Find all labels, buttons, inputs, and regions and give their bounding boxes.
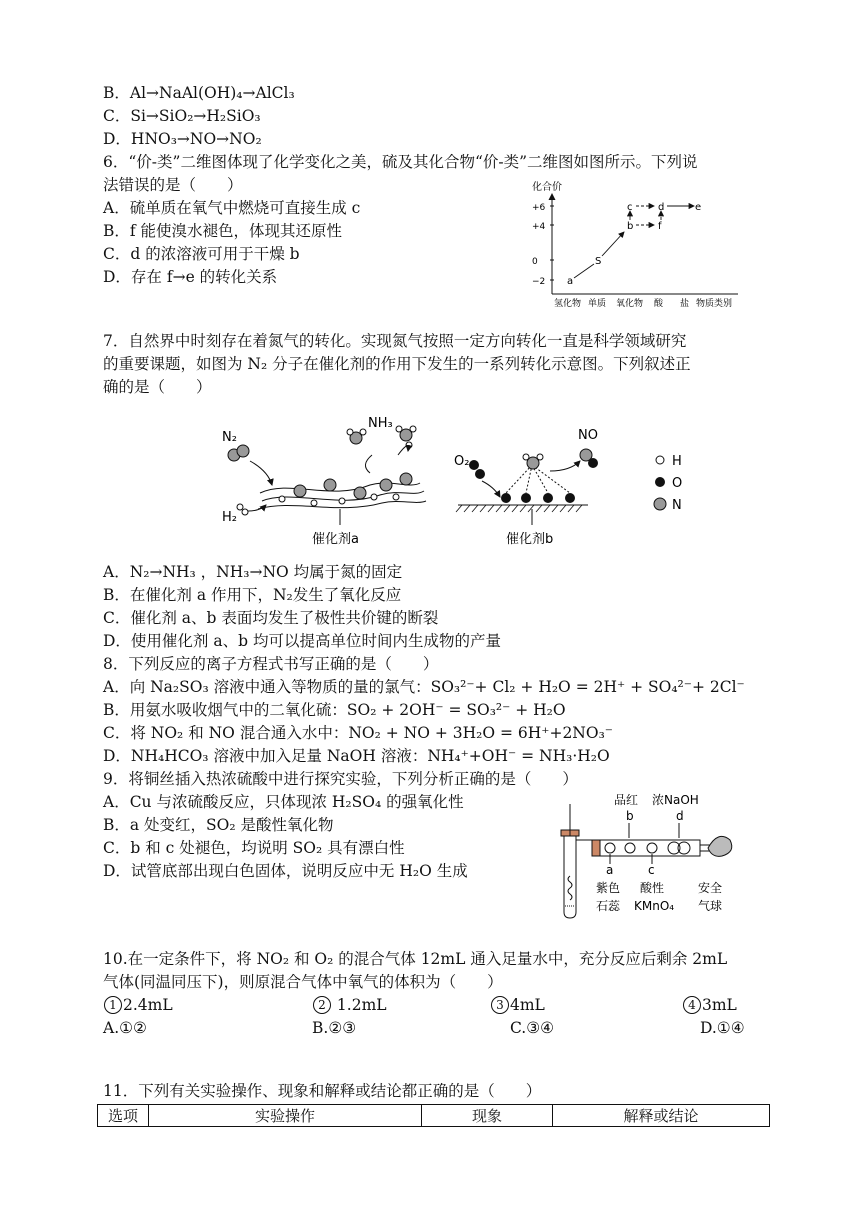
point-b: b: [627, 221, 634, 232]
c-label: c: [648, 863, 655, 877]
table-header-row: [98, 1105, 770, 1127]
legend-h: H: [672, 454, 682, 469]
q8-option-d: D．NH₄HCO₃ 溶液中加入足量 NaOH 溶液：NH₄⁺+OH⁻ = NH₃·H₂O: [103, 747, 610, 765]
pinhong-label: 品红: [614, 793, 639, 807]
zise-label: 紫色: [596, 881, 621, 895]
q9-option-d: D．试管底部出现白色固体，说明反应中无 H₂O 生成: [103, 862, 468, 880]
q9-option-a: A．Cu 与浓硫酸反应，只体现浓 H₂SO₄ 的强氧化性: [103, 793, 464, 811]
catalyst-a-label: 催化剂a: [312, 532, 359, 547]
naoh-label: 浓NaOH: [652, 793, 699, 807]
q7-option-b: B．在催化剂 a 作用下，N₂发生了氧化反应: [103, 586, 402, 604]
point-f: f: [658, 221, 662, 232]
choice-3-value: 4mL: [510, 996, 545, 1014]
q7-option-c: C．催化剂 a、b 表面均发生了极性共价键的断裂: [103, 609, 439, 627]
q6-option-d: D．存在 f→e 的转化关系: [103, 268, 278, 286]
sulfuric-acid-apparatus: [548, 788, 738, 920]
catalyst-b-label: 催化剂b: [506, 532, 554, 547]
q6-stem-line2: 法错误的是（ ）: [103, 176, 243, 194]
kmno4-label: KMnO₄: [634, 899, 675, 913]
point-S: S: [595, 256, 602, 267]
header-conclusion: 解释或结论: [553, 1105, 770, 1127]
a-label: a: [606, 863, 614, 877]
circled-number: 1: [104, 996, 122, 1014]
q7-option-d: D．使用催化剂 a、b 均可以提高单位时间内生成物的产量: [103, 632, 501, 650]
valence-class-chart: [530, 178, 770, 310]
shirui-label: 石蕊: [596, 899, 621, 913]
q8-option-c: C．将 NO₂ 和 NO 混合通入水中：NO₂ + NO + 3H₂O = 6H⁺+2NO₃⁻: [103, 724, 613, 742]
q10-choice-4: [682, 994, 737, 1016]
anquan-label: 安全: [698, 881, 723, 895]
header-operation: 实验操作: [149, 1105, 422, 1127]
q10-option-a: A.①②: [103, 1019, 147, 1037]
x-category-label: 单质: [588, 299, 607, 309]
y-tick-label: 0: [532, 257, 538, 267]
header-option: 选项: [98, 1105, 149, 1127]
n2-label: N₂: [222, 430, 237, 445]
point-e: e: [695, 202, 702, 213]
arrow-s-b: [602, 232, 624, 256]
b-label: b: [626, 809, 634, 823]
header-phenomenon: 现象: [422, 1105, 553, 1127]
q8-option-b: B．用氨水吸收烟气中的二氧化硫：SO₂ + 2OH⁻ = SO₃²⁻ + H₂O: [103, 701, 566, 719]
x-category-label: 氢化物: [554, 299, 582, 309]
q10-option-c: C.③④: [510, 1019, 555, 1037]
h2-label: H₂: [222, 510, 237, 525]
q9-option-c: C．b 和 c 处褪色，均说明 SO₂ 具有漂白性: [103, 839, 405, 857]
q6-option-b: B．f 能使溴水褪色，体现其还原性: [103, 222, 343, 240]
choice-2-value: 1.2mL: [332, 996, 387, 1014]
q10-stem-line1: 10.在一定条件下，将 NO₂ 和 O₂ 的混合气体 12mL 通入足量水中，充分反应后剩余 2mL: [103, 950, 728, 968]
y-tick-label: +6: [532, 203, 546, 213]
q10-choice-3: [490, 994, 545, 1016]
nh3-label: NH₃: [368, 416, 393, 431]
legend-o: O: [672, 476, 683, 491]
q10-choice-1: [103, 994, 173, 1016]
x-category-label: 盐: [680, 299, 690, 309]
d-label: d: [676, 809, 684, 823]
chart-y-label: 化合价: [532, 182, 562, 193]
q5-option-b: B．Al→NaAl(OH)₄→AlCl₃: [103, 84, 295, 102]
q9-stem: 9．将铜丝插入热浓硫酸中进行探究实验，下列分析正确的是（ ）: [103, 770, 578, 788]
q8-option-a: A．向 Na₂SO₃ 溶液中通入等物质的量的氯气：SO₃²⁻+ Cl₂ + H₂O = 2H⁺ + SO₄²⁻+ 2Cl⁻: [103, 678, 745, 696]
q8-stem: 8．下列反应的离子方程式书写正确的是（ ）: [103, 655, 439, 673]
q10-option-b: B.②③: [312, 1019, 357, 1037]
q6-stem-line1: 6．“价-类”二维图体现了化学变化之美，硫及其化合物“价-类”二维图如图所示。下列说: [103, 153, 698, 171]
q7-stem-line3: 确的是（ ）: [103, 378, 212, 396]
suanxing-label: 酸性: [640, 881, 665, 895]
q10-choice-2: [312, 994, 387, 1016]
q5-option-d: D．HNO₃→NO→NO₂: [103, 130, 262, 148]
q7-option-a: A．N₂→NH₃ ，NH₃→NO 均属于氮的固定: [103, 563, 403, 581]
arrow-a-s: [574, 264, 594, 278]
q7-stem-line1: 7．自然界中时刻存在着氮气的转化。实现氮气按照一定方向转化一直是科学领域研究: [103, 332, 687, 350]
point-d: d: [658, 202, 665, 213]
x-category-label: 氧化物: [616, 299, 644, 309]
circled-number: 2: [313, 996, 331, 1014]
y-tick-label: +4: [532, 222, 546, 232]
q6-option-c: C．d 的浓溶液可用于干燥 b: [103, 245, 300, 263]
q10-stem-line2: 气体(同温同压下)，则原混合气体中氧气的体积为（ ）: [103, 973, 503, 991]
q11-stem: 11．下列有关实验操作、现象和解释或结论都正确的是（ ）: [103, 1082, 542, 1100]
o2-label: O₂: [454, 454, 470, 469]
circled-number: 4: [683, 996, 701, 1014]
q10-option-d: D.①④: [700, 1019, 745, 1037]
q5-option-c: C．Si→SiO₂→H₂SiO₃: [103, 107, 261, 125]
y-tick-label: −2: [532, 277, 546, 287]
q9-option-b: B．a 处变红，SO₂ 是酸性氧化物: [103, 816, 334, 834]
circled-number: 3: [491, 996, 509, 1014]
choice-1-value: 2.4mL: [123, 996, 173, 1014]
q6-option-a: A．硫单质在氧气中燃烧可直接生成 c: [103, 199, 361, 217]
q11-table: [97, 1104, 770, 1127]
x-category-label: 物质类别: [696, 299, 733, 309]
no-label: NO: [578, 428, 598, 443]
point-c: c: [627, 202, 633, 213]
legend-n: N: [672, 498, 682, 513]
point-a: a: [567, 276, 574, 287]
q7-stem-line2: 的重要课题，如图为 N₂ 分子在催化剂的作用下发生的一系列转化示意图。下列叙述正: [103, 355, 691, 373]
choice-4-value: 3mL: [702, 996, 737, 1014]
nitrogen-conversion-figure: [210, 405, 710, 553]
x-category-label: 酸: [654, 299, 664, 309]
qiqiu-label: 气球: [698, 899, 723, 913]
